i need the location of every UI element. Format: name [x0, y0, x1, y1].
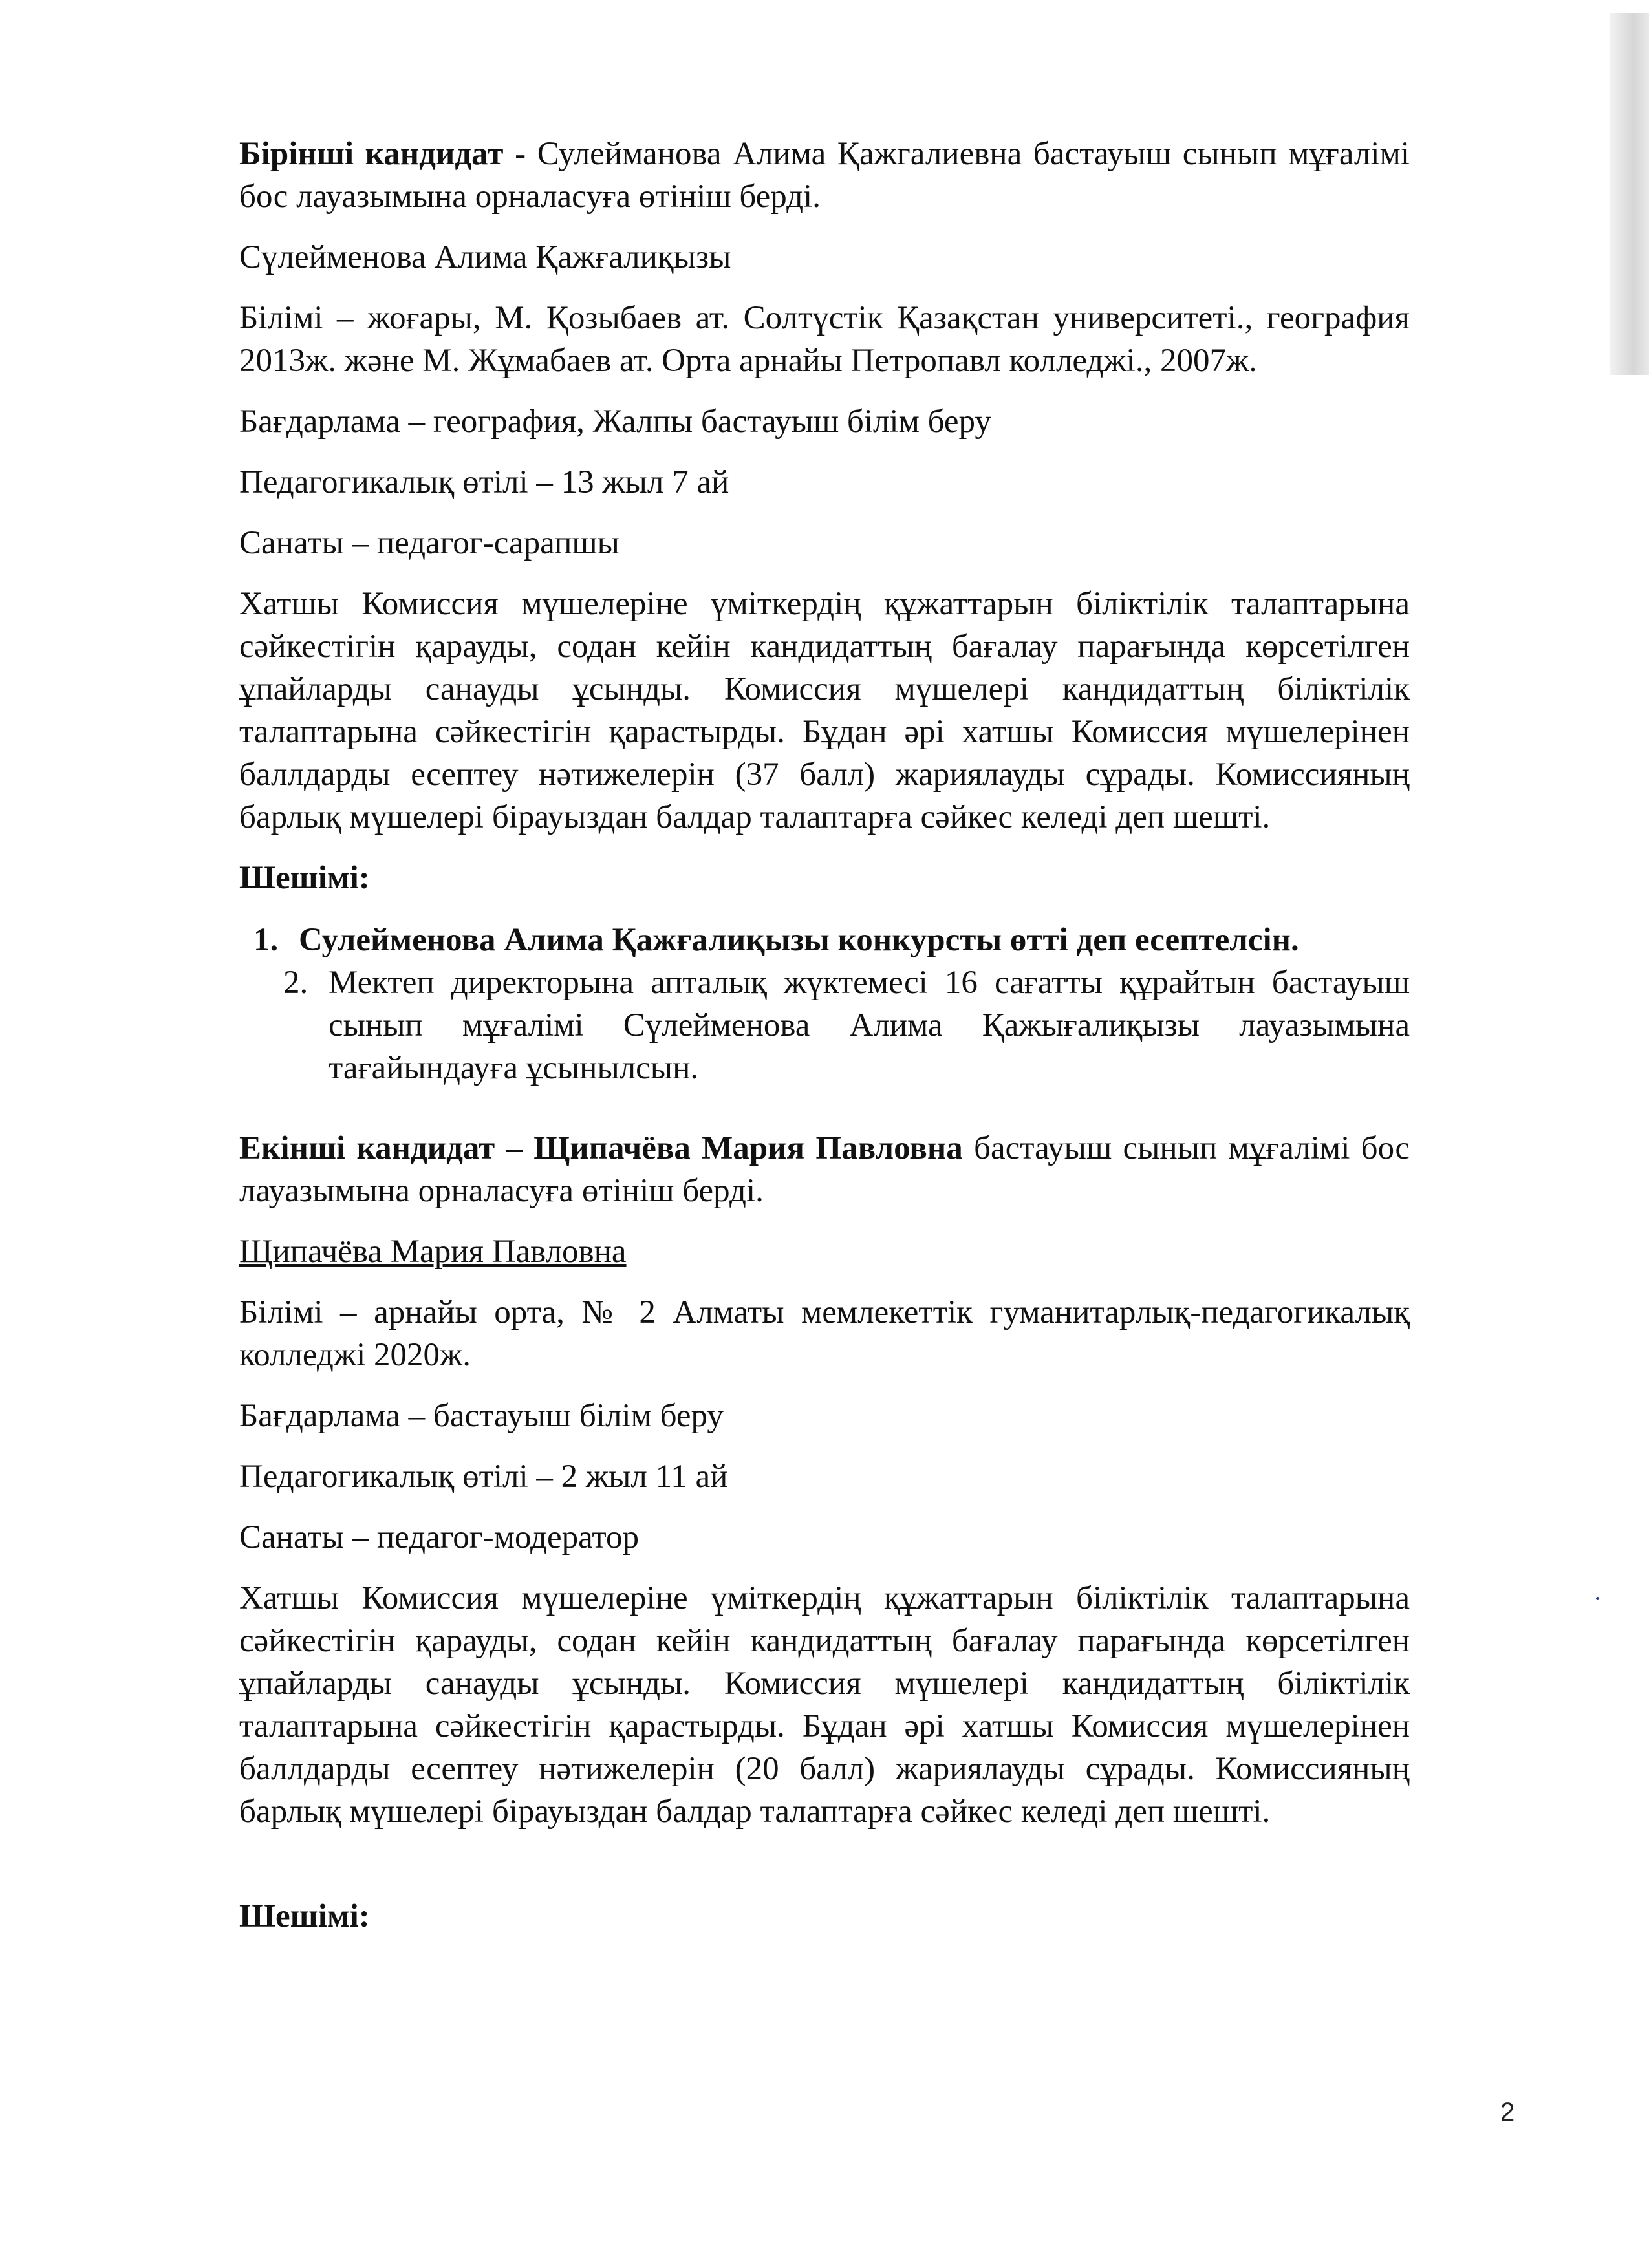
candidate1-paragraph: Хатшы Комиссия мүшелеріне үміткердің құжаттарын біліктілік талаптарына сәйкестігін қарауды, содан кейін кандидаттың бағалау парағында көрсетілген ұпайларды санауды ұсынды. Комиссия мүшелері кандидаттың біліктілік талаптарына сәйкестігін қарастырды. Бұдан әрі хатшы Комиссия мүшелерінен баллдарды есептеу нәтижелерін (37 балл) жариялауды сұрады. Комиссияның барлық мүшелері бірауыздан балдар талаптарға сәйкес келеді деп шешті. — [239, 586, 1410, 835]
candidate2-education: Білімі – арнайы орта, № 2 Алматы мемлекеттік гуманитарлық-педагогикалық колледжі 2020ж. — [239, 1294, 1410, 1373]
document-page — [239, 133, 1410, 1957]
candidate1-program: Бағдарлама – география, Жалпы бастауыш білім беру — [239, 403, 991, 440]
decision-item — [239, 961, 1410, 1089]
scan-speck — [1596, 1597, 1599, 1600]
decision-number: 1. — [253, 922, 279, 958]
candidate2-category: Санаты – педагог-модератор — [239, 1519, 640, 1556]
candidate2-name-underlined: Щипачёва Мария Павловна — [239, 1234, 627, 1270]
candidate1-education: Білімі – жоғары, М. Қозыбаев ат. Солтүстік Қазақстан университеті., география 2013ж. және М. Жұмабаев ат. Орта арнайы Петропавл колледжі., 2007ж. — [239, 300, 1410, 379]
decision-text: Сулейменова Алима Қажғалиқызы конкурсты өтті деп есептелсін. — [299, 922, 1299, 958]
candidate1-intro-text: - Сулейманова Алима Қажгалиевна бастауыш сынып мұғалімі бос лауазымына орналасуға өтініш берді. — [239, 136, 1410, 215]
decision-number: 2. — [283, 965, 308, 1001]
decision-text: Мектеп директорына апталық жүктемесі 16 сағатты құрайтын бастауыш сынып мұғалімі Сүлейменова Алима Қажығалиқызы лауазымына тағайындауға ұсынылсын. — [329, 965, 1410, 1086]
scan-edge-shadow — [1610, 13, 1649, 375]
candidate1-experience: Педагогикалық өтілі – 13 жыл 7 ай — [239, 464, 729, 500]
candidate1-label: Бірінші кандидат — [239, 136, 504, 172]
candidate2-intro-text: бастауыш сынып мұғалімі бос лауазымына орналасуға өтініш берді. — [239, 1130, 1410, 1209]
candidate1-decision-heading: Шешімі: — [239, 860, 370, 896]
candidate2-label: Екінші кандидат – Щипачёва Мария Павловна — [239, 1130, 963, 1166]
candidate2-intro — [239, 1127, 1410, 1212]
candidate1-intro — [239, 133, 1410, 218]
candidate2-program: Бағдарлама – бастауыш білім беру — [239, 1398, 724, 1434]
candidate1-name: Сүлейменова Алима Қажғалиқызы — [239, 239, 731, 275]
candidate1-category: Санаты – педагог-сарапшы — [239, 525, 620, 561]
candidate2-name — [239, 1230, 1410, 1273]
page-number: 2 — [1500, 2098, 1515, 2126]
candidate2-paragraph: Хатшы Комиссия мүшелеріне үміткердің құжаттарын біліктілік талаптарына сәйкестігін қарауды, содан кейін кандидаттың бағалау парағында көрсетілген ұпайларды санауды ұсынды. Комиссия мүшелері кандидаттың біліктілік талаптарына сәйкестігін қарастырды. Бұдан әрі хатшы Комиссия мүшелерінен баллдарды есептеу нәтижелерін (20 балл) жариялауды сұрады. Комиссияның барлық мүшелері бірауыздан балдар талаптарға сәйкес келеді деп шешті. — [239, 1580, 1410, 1830]
candidate2-decision-heading: Шешімі: — [239, 1898, 370, 1934]
candidate1-decision-list — [239, 919, 1410, 1089]
decision-item — [239, 919, 1410, 961]
candidate2-experience: Педагогикалық өтілі – 2 жыл 11 ай — [239, 1459, 728, 1495]
